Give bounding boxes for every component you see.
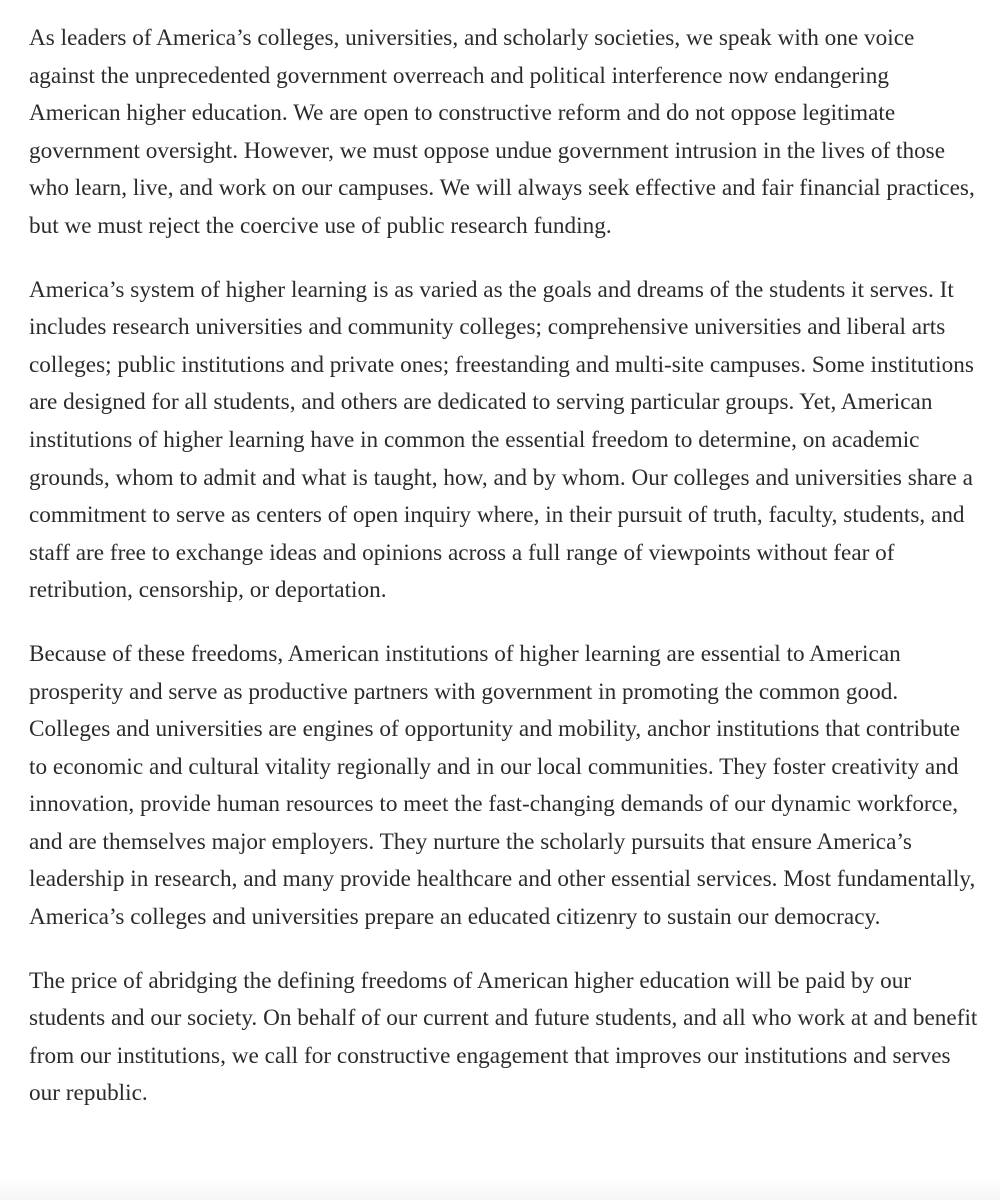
paragraph-closing: The price of abridging the defining freedoms of American higher education will be paid by our students and our society. On behalf of our current and future students, and all who work at and benefit from our institutions, we call for constructive engagement that improves our institutions and serves our republic. [29, 967, 978, 1107]
paragraph-higher-learning-system: America’s system of higher learning is as varied as the goals and dreams of the students it serves. It includes research universities and community colleges; comprehensive universities and liberal arts colleges; public institutions and private ones; freestanding and multi-site campuses. Some institutions are designed for all students, and others are dedicated to serving particular groups. Yet, American institutions of higher learning have in common the essential freedom to determine, on academic grounds, whom to admit and what is taught, how, and by whom. Our colleges and universities share a commitment to serve as centers of open inquiry where, in their pursuit of truth, faculty, students, and staff are free to exchange ideas and opinions across a full range of viewpoints without fear of retribution, censorship, or deportation. [29, 276, 974, 604]
paragraph-freedoms-prosperity: Because of these freedoms, American institutions of higher learning are essential to American prosperity and serve as productive partners with government in promoting the common good. Colleges and universities are engines of opportunity and mobility, anchor institutions that contribute to economic and cultural vitality regionally and in our local communities. They foster creativity and innovation, provide human resources to meet the fast-changing demands of our dynamic workforce, and are themselves major employers. They nurture the scholarly pursuits that ensure America’s leadership in research, and many provide healthcare and other essential services. Most fundamentally, America’s colleges and universities prepare an educated citizenry to sustain our democracy. [29, 640, 976, 931]
page-bottom-shadow [0, 1176, 1000, 1200]
statement-body [29, 20, 979, 1113]
paragraph-opening: As leaders of America’s colleges, universities, and scholarly societies, we speak with one voice against the unprecedented government overreach and political interference now endangering American higher education. We are open to constructive reform and do not oppose legitimate government oversight. However, we must oppose undue government intrusion in the lives of those who learn, live, and work on our campuses. We will always seek effective and fair financial practices, but we must reject the coercive use of public research funding. [29, 25, 975, 239]
